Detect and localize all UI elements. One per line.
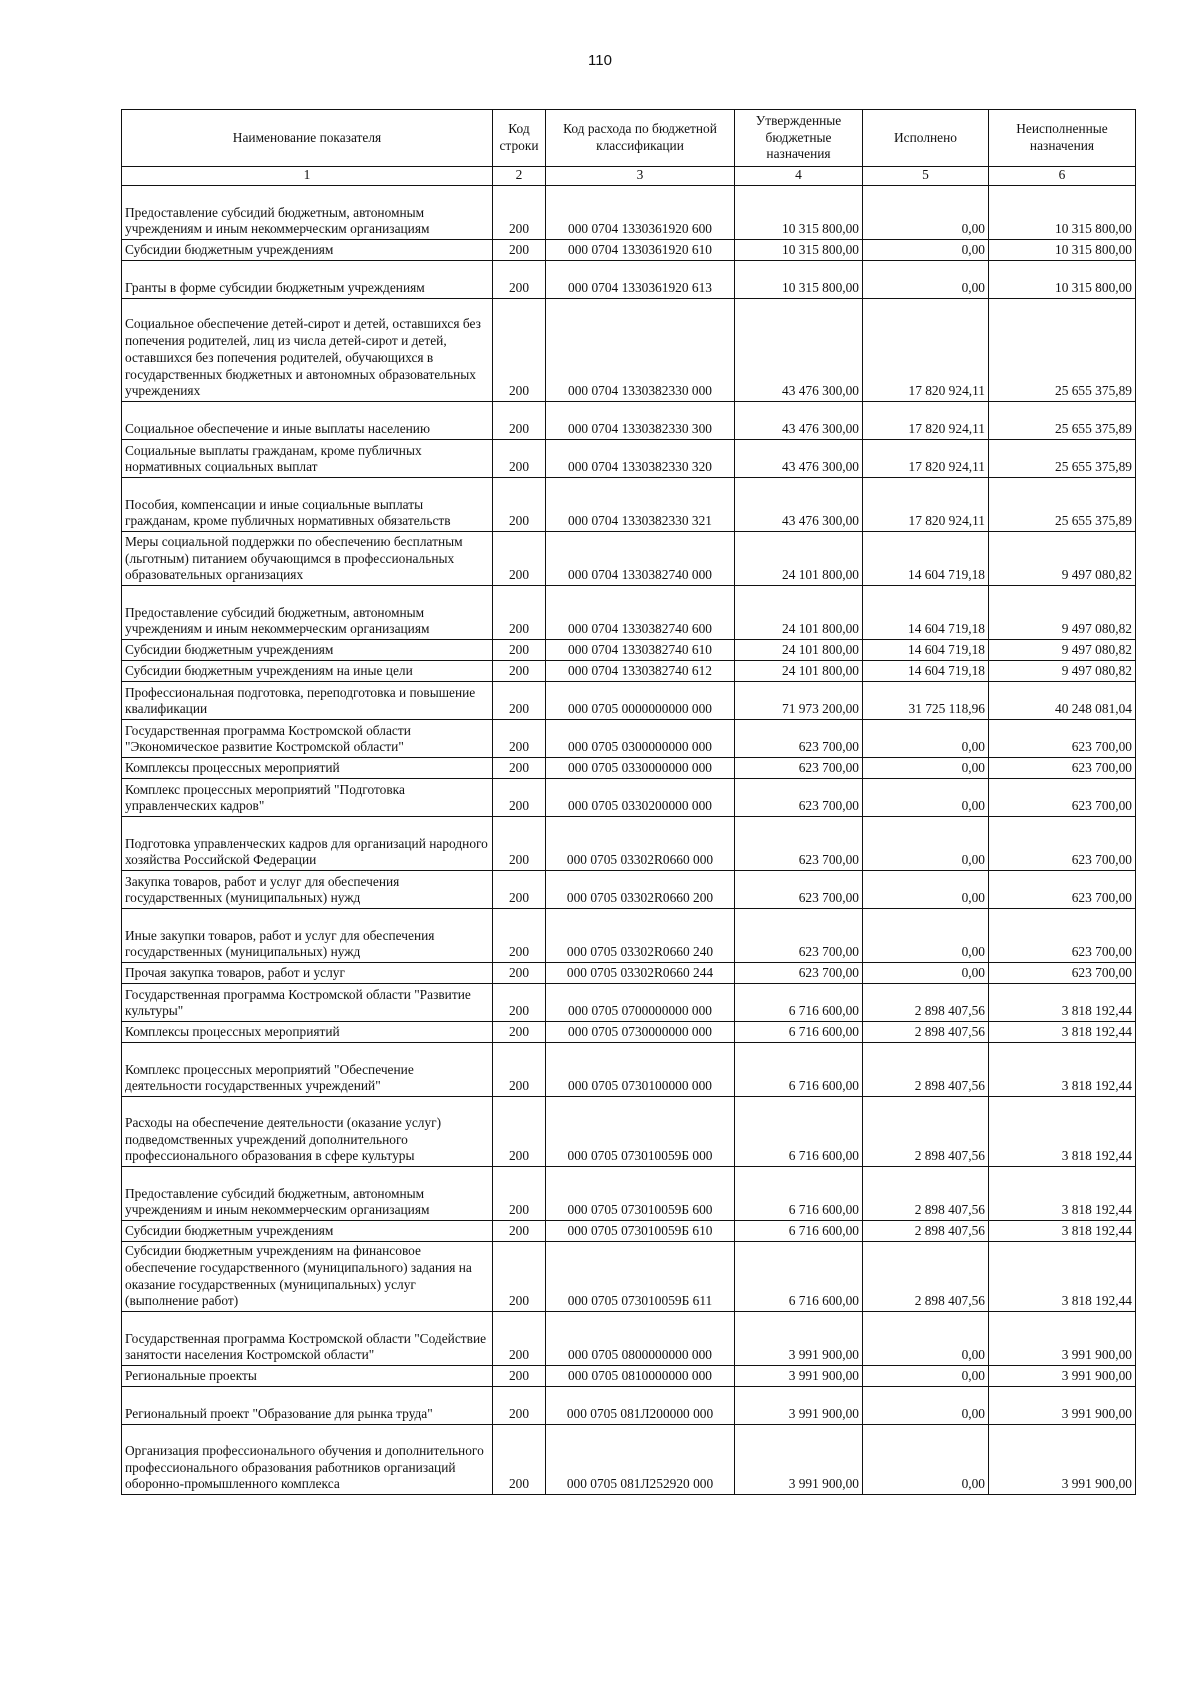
budget-code: 000 0705 073010059Б 600 (546, 1167, 735, 1221)
indicator-name: Государственная программа Костромской области "Развитие культуры" (122, 984, 493, 1022)
executed-amount: 2 898 407,56 (863, 1043, 989, 1097)
indicator-name: Комплекс процессных мероприятий "Подготовка управленческих кадров" (122, 779, 493, 817)
approved-amount: 6 716 600,00 (735, 1221, 863, 1242)
budget-code: 000 0704 1330382330 300 (546, 402, 735, 440)
indicator-name: Субсидии бюджетным учреждениям (122, 240, 493, 261)
executed-amount: 17 820 924,11 (863, 299, 989, 402)
indicator-name: Прочая закупка товаров, работ и услуг (122, 963, 493, 984)
indicator-name: Расходы на обеспечение деятельности (оказание услуг) подведомственных учреждений дополнительного профессионального образования в сфере культуры (122, 1097, 493, 1167)
unexecuted-amount: 3 818 192,44 (989, 1043, 1136, 1097)
line-code: 200 (493, 1242, 546, 1312)
header-unexecuted: Неисполненные назначения (989, 110, 1136, 167)
budget-code: 000 0705 0730000000 000 (546, 1022, 735, 1043)
line-code: 200 (493, 1221, 546, 1242)
budget-code: 000 0705 0330000000 000 (546, 758, 735, 779)
table-row (122, 186, 1136, 240)
column-number: 6 (989, 167, 1136, 186)
approved-amount: 623 700,00 (735, 779, 863, 817)
budget-code: 000 0705 03302R0660 244 (546, 963, 735, 984)
executed-amount: 2 898 407,56 (863, 1022, 989, 1043)
unexecuted-amount: 25 655 375,89 (989, 478, 1136, 532)
line-code: 200 (493, 779, 546, 817)
budget-code: 000 0705 0810000000 000 (546, 1366, 735, 1387)
approved-amount: 24 101 800,00 (735, 532, 863, 586)
indicator-name: Организация профессионального обучения и дополнительного профессионального образования работников организаций оборонно-промышленного комплекса (122, 1425, 493, 1495)
executed-amount: 0,00 (863, 1425, 989, 1495)
budget-code: 000 0705 0300000000 000 (546, 720, 735, 758)
unexecuted-amount: 10 315 800,00 (989, 186, 1136, 240)
line-code: 200 (493, 1097, 546, 1167)
executed-amount: 0,00 (863, 186, 989, 240)
executed-amount: 2 898 407,56 (863, 1097, 989, 1167)
table-row (122, 586, 1136, 640)
unexecuted-amount: 623 700,00 (989, 720, 1136, 758)
budget-code: 000 0704 1330382740 000 (546, 532, 735, 586)
unexecuted-amount: 10 315 800,00 (989, 240, 1136, 261)
table-row (122, 758, 1136, 779)
unexecuted-amount: 623 700,00 (989, 817, 1136, 871)
line-code: 200 (493, 261, 546, 299)
approved-amount: 10 315 800,00 (735, 240, 863, 261)
table-row (122, 871, 1136, 909)
budget-code: 000 0704 1330382330 320 (546, 440, 735, 478)
column-number-row (122, 167, 1136, 186)
executed-amount: 0,00 (863, 909, 989, 963)
column-number: 2 (493, 167, 546, 186)
executed-amount: 17 820 924,11 (863, 440, 989, 478)
line-code: 200 (493, 1043, 546, 1097)
unexecuted-amount: 3 991 900,00 (989, 1387, 1136, 1425)
budget-code: 000 0705 03302R0660 000 (546, 817, 735, 871)
line-code: 200 (493, 478, 546, 532)
executed-amount: 0,00 (863, 758, 989, 779)
line-code: 200 (493, 984, 546, 1022)
budget-code: 000 0705 0330200000 000 (546, 779, 735, 817)
unexecuted-amount: 9 497 080,82 (989, 532, 1136, 586)
budget-execution-table (121, 109, 1136, 1495)
executed-amount: 14 604 719,18 (863, 661, 989, 682)
budget-code: 000 0704 1330382330 321 (546, 478, 735, 532)
executed-amount: 2 898 407,56 (863, 1167, 989, 1221)
approved-amount: 6 716 600,00 (735, 1043, 863, 1097)
header-name: Наименование показателя (122, 110, 493, 167)
approved-amount: 623 700,00 (735, 758, 863, 779)
approved-amount: 24 101 800,00 (735, 586, 863, 640)
budget-code: 000 0704 1330361920 600 (546, 186, 735, 240)
table-row (122, 963, 1136, 984)
budget-code: 000 0704 1330382740 610 (546, 640, 735, 661)
budget-code: 000 0704 1330361920 613 (546, 261, 735, 299)
executed-amount: 0,00 (863, 1312, 989, 1366)
approved-amount: 43 476 300,00 (735, 440, 863, 478)
indicator-name: Государственная программа Костромской области "Экономическое развитие Костромской области" (122, 720, 493, 758)
table-row (122, 1043, 1136, 1097)
budget-code: 000 0704 1330382740 612 (546, 661, 735, 682)
executed-amount: 14 604 719,18 (863, 586, 989, 640)
table-row (122, 1242, 1136, 1312)
line-code: 200 (493, 532, 546, 586)
unexecuted-amount: 3 991 900,00 (989, 1425, 1136, 1495)
unexecuted-amount: 9 497 080,82 (989, 661, 1136, 682)
approved-amount: 623 700,00 (735, 720, 863, 758)
approved-amount: 43 476 300,00 (735, 402, 863, 440)
header-approved: Утвержденные бюджетные назначения (735, 110, 863, 167)
indicator-name: Подготовка управленческих кадров для организаций народного хозяйства Российской Федерации (122, 817, 493, 871)
line-code: 200 (493, 186, 546, 240)
line-code: 200 (493, 640, 546, 661)
indicator-name: Пособия, компенсации и иные социальные выплаты гражданам, кроме публичных нормативных обязательств (122, 478, 493, 532)
indicator-name: Социальное обеспечение детей-сирот и детей, оставшихся без попечения родителей, лиц из числа детей-сирот и детей, оставшихся без попечения родителей, обучающихся в государственных бюджетных и автономных образовательных учреждениях (122, 299, 493, 402)
unexecuted-amount: 10 315 800,00 (989, 261, 1136, 299)
line-code: 200 (493, 240, 546, 261)
budget-code: 000 0704 1330382740 600 (546, 586, 735, 640)
budget-code: 000 0705 073010059Б 610 (546, 1221, 735, 1242)
line-code: 200 (493, 817, 546, 871)
budget-code: 000 0705 0730100000 000 (546, 1043, 735, 1097)
approved-amount: 6 716 600,00 (735, 1242, 863, 1312)
approved-amount: 3 991 900,00 (735, 1387, 863, 1425)
indicator-name: Профессиональная подготовка, переподготовка и повышение квалификации (122, 682, 493, 720)
approved-amount: 71 973 200,00 (735, 682, 863, 720)
indicator-name: Гранты в форме субсидии бюджетным учреждениям (122, 261, 493, 299)
table-row (122, 779, 1136, 817)
line-code: 200 (493, 1387, 546, 1425)
approved-amount: 3 991 900,00 (735, 1312, 863, 1366)
table-row (122, 1221, 1136, 1242)
indicator-name: Региональный проект "Образование для рынка труда" (122, 1387, 493, 1425)
unexecuted-amount: 623 700,00 (989, 963, 1136, 984)
table-row (122, 261, 1136, 299)
unexecuted-amount: 9 497 080,82 (989, 640, 1136, 661)
executed-amount: 2 898 407,56 (863, 1221, 989, 1242)
line-code: 200 (493, 758, 546, 779)
approved-amount: 3 991 900,00 (735, 1425, 863, 1495)
indicator-name: Субсидии бюджетным учреждениям (122, 1221, 493, 1242)
executed-amount: 17 820 924,11 (863, 402, 989, 440)
indicator-name: Закупка товаров, работ и услуг для обеспечения государственных (муниципальных) нужд (122, 871, 493, 909)
table-row (122, 1167, 1136, 1221)
table-row (122, 1366, 1136, 1387)
budget-code: 000 0705 081Л252920 000 (546, 1425, 735, 1495)
table-header-row (122, 110, 1136, 167)
executed-amount: 14 604 719,18 (863, 640, 989, 661)
budget-code: 000 0705 081Л200000 000 (546, 1387, 735, 1425)
table-row (122, 299, 1136, 402)
line-code: 200 (493, 909, 546, 963)
approved-amount: 623 700,00 (735, 871, 863, 909)
table-body (122, 186, 1136, 1495)
table-row (122, 682, 1136, 720)
executed-amount: 0,00 (863, 1387, 989, 1425)
budget-code: 000 0705 0000000000 000 (546, 682, 735, 720)
table-row (122, 909, 1136, 963)
executed-amount: 0,00 (863, 779, 989, 817)
line-code: 200 (493, 1312, 546, 1366)
unexecuted-amount: 40 248 081,04 (989, 682, 1136, 720)
indicator-name: Иные закупки товаров, работ и услуг для обеспечения государственных (муниципальных) нужд (122, 909, 493, 963)
indicator-name: Государственная программа Костромской области "Содействие занятости населения Костромской области" (122, 1312, 493, 1366)
budget-code: 000 0705 073010059Б 000 (546, 1097, 735, 1167)
approved-amount: 10 315 800,00 (735, 261, 863, 299)
executed-amount: 0,00 (863, 963, 989, 984)
approved-amount: 24 101 800,00 (735, 661, 863, 682)
column-number: 3 (546, 167, 735, 186)
approved-amount: 6 716 600,00 (735, 984, 863, 1022)
budget-code: 000 0704 1330382330 000 (546, 299, 735, 402)
unexecuted-amount: 25 655 375,89 (989, 299, 1136, 402)
indicator-name: Региональные проекты (122, 1366, 493, 1387)
column-number: 1 (122, 167, 493, 186)
line-code: 200 (493, 402, 546, 440)
indicator-name: Предоставление субсидий бюджетным, автономным учреждениям и иным некоммерческим организациям (122, 186, 493, 240)
table-row (122, 1387, 1136, 1425)
approved-amount: 623 700,00 (735, 817, 863, 871)
header-executed: Исполнено (863, 110, 989, 167)
table-row (122, 1022, 1136, 1043)
indicator-name: Комплексы процессных мероприятий (122, 1022, 493, 1043)
indicator-name: Субсидии бюджетным учреждениям на финансовое обеспечение государственного (муниципального) задания на оказание государственных (муниципальных) услуг (выполнение работ) (122, 1242, 493, 1312)
unexecuted-amount: 3 818 192,44 (989, 1097, 1136, 1167)
unexecuted-amount: 3 818 192,44 (989, 1221, 1136, 1242)
approved-amount: 623 700,00 (735, 963, 863, 984)
unexecuted-amount: 623 700,00 (989, 779, 1136, 817)
indicator-name: Социальные выплаты гражданам, кроме публичных нормативных социальных выплат (122, 440, 493, 478)
line-code: 200 (493, 661, 546, 682)
line-code: 200 (493, 720, 546, 758)
approved-amount: 43 476 300,00 (735, 478, 863, 532)
unexecuted-amount: 623 700,00 (989, 909, 1136, 963)
executed-amount: 2 898 407,56 (863, 984, 989, 1022)
line-code: 200 (493, 1366, 546, 1387)
header-line-code: Код строки (493, 110, 546, 167)
indicator-name: Комплексы процессных мероприятий (122, 758, 493, 779)
executed-amount: 0,00 (863, 817, 989, 871)
budget-code: 000 0705 0700000000 000 (546, 984, 735, 1022)
line-code: 200 (493, 586, 546, 640)
line-code: 200 (493, 1022, 546, 1043)
table-row (122, 720, 1136, 758)
line-code: 200 (493, 1425, 546, 1495)
indicator-name: Социальное обеспечение и иные выплаты населению (122, 402, 493, 440)
executed-amount: 31 725 118,96 (863, 682, 989, 720)
executed-amount: 0,00 (863, 871, 989, 909)
unexecuted-amount: 3 818 192,44 (989, 1022, 1136, 1043)
line-code: 200 (493, 871, 546, 909)
indicator-name: Предоставление субсидий бюджетным, автономным учреждениям и иным некоммерческим организациям (122, 586, 493, 640)
approved-amount: 10 315 800,00 (735, 186, 863, 240)
unexecuted-amount: 25 655 375,89 (989, 402, 1136, 440)
indicator-name: Субсидии бюджетным учреждениям на иные цели (122, 661, 493, 682)
table-row (122, 817, 1136, 871)
line-code: 200 (493, 299, 546, 402)
column-number: 4 (735, 167, 863, 186)
budget-code: 000 0705 073010059Б 611 (546, 1242, 735, 1312)
executed-amount: 0,00 (863, 720, 989, 758)
page-number: 110 (588, 52, 612, 69)
budget-code: 000 0705 0800000000 000 (546, 1312, 735, 1366)
table-row (122, 240, 1136, 261)
unexecuted-amount: 25 655 375,89 (989, 440, 1136, 478)
unexecuted-amount: 3 991 900,00 (989, 1366, 1136, 1387)
executed-amount: 17 820 924,11 (863, 478, 989, 532)
approved-amount: 3 991 900,00 (735, 1366, 863, 1387)
approved-amount: 43 476 300,00 (735, 299, 863, 402)
column-number: 5 (863, 167, 989, 186)
executed-amount: 14 604 719,18 (863, 532, 989, 586)
unexecuted-amount: 3 818 192,44 (989, 1242, 1136, 1312)
budget-code: 000 0705 03302R0660 200 (546, 871, 735, 909)
table-row (122, 402, 1136, 440)
table-row (122, 478, 1136, 532)
approved-amount: 6 716 600,00 (735, 1022, 863, 1043)
unexecuted-amount: 623 700,00 (989, 758, 1136, 779)
executed-amount: 0,00 (863, 240, 989, 261)
unexecuted-amount: 3 818 192,44 (989, 984, 1136, 1022)
indicator-name: Меры социальной поддержки по обеспечению бесплатным (льготным) питанием обучающимся в профессиональных образовательных организациях (122, 532, 493, 586)
executed-amount: 0,00 (863, 1366, 989, 1387)
header-budget-code: Код расхода по бюджетной классификации (546, 110, 735, 167)
unexecuted-amount: 9 497 080,82 (989, 586, 1136, 640)
executed-amount: 0,00 (863, 261, 989, 299)
table-row (122, 1425, 1136, 1495)
unexecuted-amount: 3 991 900,00 (989, 1312, 1136, 1366)
table-row (122, 640, 1136, 661)
executed-amount: 2 898 407,56 (863, 1242, 989, 1312)
line-code: 200 (493, 1167, 546, 1221)
table-row (122, 1312, 1136, 1366)
indicator-name: Субсидии бюджетным учреждениям (122, 640, 493, 661)
indicator-name: Комплекс процессных мероприятий "Обеспечение деятельности государственных учреждений" (122, 1043, 493, 1097)
table-row (122, 440, 1136, 478)
table-row (122, 661, 1136, 682)
approved-amount: 6 716 600,00 (735, 1167, 863, 1221)
approved-amount: 6 716 600,00 (735, 1097, 863, 1167)
budget-code: 000 0705 03302R0660 240 (546, 909, 735, 963)
table-row (122, 532, 1136, 586)
line-code: 200 (493, 963, 546, 984)
line-code: 200 (493, 682, 546, 720)
indicator-name: Предоставление субсидий бюджетным, автономным учреждениям и иным некоммерческим организациям (122, 1167, 493, 1221)
line-code: 200 (493, 440, 546, 478)
budget-code: 000 0704 1330361920 610 (546, 240, 735, 261)
table-row (122, 984, 1136, 1022)
table-row (122, 1097, 1136, 1167)
unexecuted-amount: 623 700,00 (989, 871, 1136, 909)
approved-amount: 623 700,00 (735, 909, 863, 963)
unexecuted-amount: 3 818 192,44 (989, 1167, 1136, 1221)
approved-amount: 24 101 800,00 (735, 640, 863, 661)
